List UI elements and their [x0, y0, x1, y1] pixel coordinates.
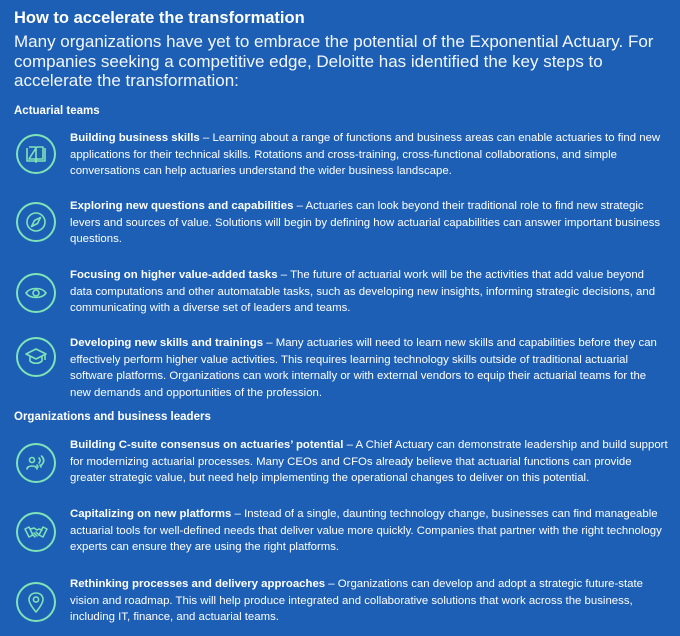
section-heading-actuarial-teams: Actuarial teams [14, 105, 100, 117]
location-pin-icon [16, 582, 56, 622]
item-body: The future of actuarial work will be the activities that add value beyond data computations and other automatable tasks, such as developing new insights, informing strategic decisions, and communicating with a diverse set of leaders and teams. [70, 269, 656, 314]
item-body: Actuaries can look beyond their traditional role to find new strategic levers and sources of value. Solutions will begin by defining how actuarial capabilities can answer important business questions. [70, 200, 661, 245]
eye-icon [16, 273, 56, 313]
item-body: A Chief Actuary can demonstrate leadership and build support for modernizing actuarial processes. Many CEOs and CFOs already believe that actuarial functions can provide greater strategic value, but need help implementing the operational changes to deliver on this potential. [70, 439, 668, 484]
item-separator: – [231, 508, 245, 520]
item-body: Organizations can develop and adopt a strategic future-state vision and roadmap. This will help produce integrated and collaborative solutions that work across the business, including IT, finance, and actuarial teams. [70, 578, 644, 623]
item-title: Capitalizing on new platforms [70, 508, 232, 520]
item-title: Focusing on higher value-added tasks [70, 269, 278, 281]
graduation-cap-icon [16, 337, 56, 377]
list-item-text [70, 335, 668, 401]
book-icon [16, 134, 56, 174]
item-separator: – [325, 578, 338, 590]
list-item-text [70, 576, 668, 626]
item-body: Many actuaries will need to learn new skills and capabilities before they can effectively perform higher value activities. This requires learning technology skills outside of traditional actuarial software platforms. Organizations can work internally or with external vendors to equip their actuarial teams for the new demands and opportunities of the profession. [70, 337, 657, 399]
compass-icon [16, 202, 56, 242]
item-title: Building business skills [70, 132, 200, 144]
handshake-icon [16, 512, 56, 552]
item-body: Instead of a single, daunting technology change, businesses can find manageable actuarial tools for well-defined needs that deliver value more quickly. Companies that partner with the right technology experts can ensure they are using the right platforms. [70, 508, 662, 553]
page-title: How to accelerate the transformation [14, 9, 305, 27]
intro-paragraph: Many organizations have yet to embrace the potential of the Exponential Actuary. For companies seeking a competitive edge, Deloitte has identified the key steps to accelerate the transformation: [14, 32, 654, 90]
item-title: Exploring new questions and capabilities [70, 200, 294, 212]
list-item-text [70, 437, 668, 487]
item-title: Developing new skills and trainings [70, 337, 264, 349]
item-separator: – [343, 439, 356, 451]
item-separator: – [277, 269, 291, 281]
item-separator: – [263, 337, 276, 349]
item-title: Rethinking processes and delivery approaches [70, 578, 326, 590]
list-item-text [70, 506, 668, 556]
section-heading-organizations: Organizations and business leaders [14, 411, 211, 423]
speaker-icon [16, 443, 56, 483]
item-separator: – [199, 132, 213, 144]
item-body: Learning about a range of functions and business areas can enable actuaries to find new applications for their technical skills. Rotations and cross-training, cross-functional collaborations, and simple conversations can help actuaries understand the wider business landscape. [70, 132, 661, 177]
list-item-text [70, 130, 668, 180]
item-title: Building C-suite consensus on actuaries’ potential [70, 439, 344, 451]
item-separator: – [293, 200, 306, 212]
list-item-text [70, 267, 668, 317]
list-item-text [70, 198, 668, 248]
